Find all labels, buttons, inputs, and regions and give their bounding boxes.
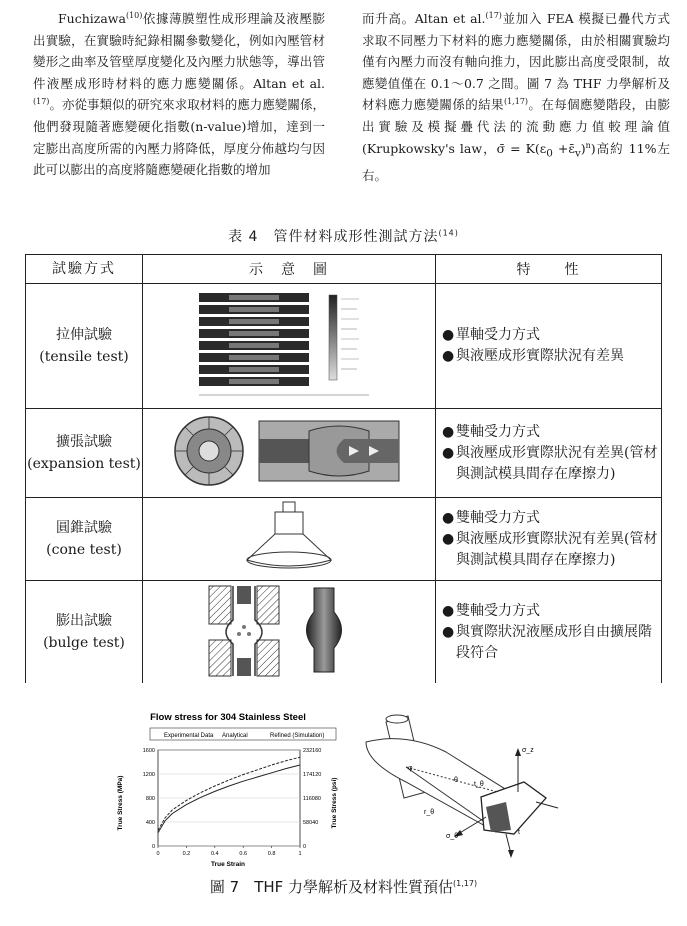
figure-caption <box>0 876 687 897</box>
figure-caption-text: 圖 7 THF 力學解析及材料性質預估 <box>209 878 454 896</box>
label-phi: φ <box>408 765 413 772</box>
bullet-icon: ● <box>442 327 455 343</box>
body-text-right: 而升高。Altan et al.$^{(17)}$並加入 FEA 模擬已疊代方式求取不同壓力下材料的應力應變關係，由於相關實驗均僅有內壓力而沒有軸向推力，因此膨出高度受限制，故應變值僅在 0.1～0.7 之間。圖 7 為 THF 力學解析及材料應力應變關係的結果$^{(1,17)}$。在每個應變階段，由膨出實驗及模擬疊代法的流動應力值較理論值(Krupkowsky's law，σ̄ = $K(\varepsilon_0$ $+\varepsilon̄_v)^n$)高約 11%左右。 <box>362 10 670 183</box>
expansion-diagram-cell <box>143 409 436 498</box>
table-row <box>26 284 662 409</box>
feature-text: 與液壓成形實際狀況有差異(管材與測試模具間存在摩擦力) <box>456 530 658 568</box>
y-tick-label-right: 232160 <box>303 748 322 754</box>
label-t-theta: t_θ <box>474 781 484 788</box>
bullet-icon: ● <box>442 348 455 364</box>
bulge-test-image <box>189 582 389 678</box>
method-name-en: (bulge test) <box>43 635 125 651</box>
feature-item <box>442 622 660 664</box>
feature-text: 與實際狀況液壓成形自由擴展階段符合 <box>456 623 652 661</box>
method-cell <box>26 498 143 581</box>
method-cell <box>26 284 143 409</box>
label-theta: θ <box>454 777 458 784</box>
feature-item <box>442 508 660 529</box>
bullet-icon: ● <box>442 509 455 526</box>
table-title <box>0 226 687 246</box>
method-cell <box>26 581 143 684</box>
x-tick-label: 1 <box>298 851 302 857</box>
label-r-theta: r_θ <box>424 809 435 816</box>
feature-text: 與液壓成形實際狀況有差異(管材與測試模具間存在摩擦力) <box>456 444 658 482</box>
body-text-left: Fuchizawa$^{(10)}$依據薄膜塑性成形理論及液壓膨出實驗，在實驗時紀錄相關參數變化，例如內壓管材變形之曲率及管壁厚度變化及內壓力狀態等，導出管件液壓成形時材料的應力應變關係。Altan et al.$^{(17)}$。亦從事類似的研究來求取材料的應力應變關係，他們發現隨著應變硬化指數(n-value)增加，達到一定膨出高度所需的內壓力將降低，厚度分佈越均勻因此可以膨出的高度將隨應變硬化指數的增加 <box>33 10 325 178</box>
method-name-zh: 膨出試驗 <box>56 613 112 629</box>
header-method: 試驗方式 <box>26 255 143 284</box>
bullet-icon: ● <box>442 623 455 640</box>
legend-experimental: Experimental Data <box>164 733 214 739</box>
header-features: 特 性 <box>436 255 662 284</box>
thf-mechanics-diagram <box>346 712 576 862</box>
cone-diagram-cell <box>143 498 436 581</box>
method-name-zh: 圓錐試驗 <box>56 520 112 536</box>
y-axis-label: True Stress (MPa) <box>117 775 124 831</box>
bullet-icon: ● <box>442 530 455 547</box>
bullet-icon: ● <box>442 444 455 461</box>
features-cell <box>436 284 662 409</box>
features-cell <box>436 581 662 684</box>
method-cell <box>26 409 143 498</box>
table-header-row <box>26 255 662 284</box>
label-sigma-theta: σ_θ <box>446 833 459 840</box>
label-t: t <box>518 829 520 836</box>
method-name-zh: 拉伸試驗 <box>56 327 112 343</box>
table-title-text: 表 4 管件材料成形性測試方法 <box>228 229 439 245</box>
bullet-icon: ● <box>442 602 455 619</box>
y-tick-label-right: 58040 <box>303 820 319 826</box>
y-tick-label-right: 0 <box>303 844 307 850</box>
x-axis-label: True Strain <box>211 861 245 868</box>
x-tick-label: 0 <box>156 851 160 857</box>
method-name-en: (cone test) <box>46 542 122 558</box>
legend-analytical: Analytical <box>222 733 248 739</box>
table-row <box>26 581 662 684</box>
tensile-diagram-cell <box>143 284 436 409</box>
y-tick-label: 1600 <box>142 748 155 754</box>
features-cell <box>436 409 662 498</box>
method-name-en: (expansion test) <box>27 456 141 472</box>
table-row <box>26 409 662 498</box>
x-tick-label: 0.8 <box>267 851 276 857</box>
y-tick-label: 400 <box>145 820 155 826</box>
method-name-en: (tensile test) <box>39 349 129 365</box>
y-tick-label: 800 <box>145 796 155 802</box>
y-tick-label: 0 <box>151 844 155 850</box>
feature-text: 與液壓成形實際狀況有差異 <box>456 348 624 364</box>
legend-refined: Refined (Simulation) <box>270 733 325 739</box>
tensile-specimens-image <box>189 285 389 403</box>
x-tick-label: 0.4 <box>210 851 219 857</box>
feature-item <box>442 601 660 622</box>
figure-caption-ref: (1,17) <box>453 879 478 888</box>
feature-item <box>442 529 660 571</box>
method-name-zh: 擴張試驗 <box>56 434 112 450</box>
flow-stress-chart <box>110 708 340 868</box>
y-axis-label-right: True Stress (psi) <box>331 777 338 829</box>
feature-item <box>442 346 660 367</box>
feature-text: 雙軸受力方式 <box>456 509 540 526</box>
cone-test-image <box>239 500 339 574</box>
feature-item <box>442 422 660 443</box>
feature-item <box>442 325 660 346</box>
y-tick-label-right: 174120 <box>303 772 322 778</box>
feature-text: 雙軸受力方式 <box>456 423 540 440</box>
y-tick-label: 1200 <box>142 772 155 778</box>
test-methods-table <box>25 254 662 683</box>
bullet-icon: ● <box>442 423 455 440</box>
table-row <box>26 498 662 581</box>
label-sigma-z: σ_z <box>522 747 534 754</box>
header-diagram: 示 意 圖 <box>143 255 436 284</box>
feature-item <box>442 443 660 485</box>
features-cell <box>436 498 662 581</box>
y-tick-label-right: 116080 <box>303 796 321 802</box>
feature-text: 雙軸受力方式 <box>456 602 540 619</box>
chart-title: Flow stress for 304 Stainless Steel <box>150 712 306 723</box>
bulge-diagram-cell <box>143 581 436 684</box>
feature-text: 單軸受力方式 <box>456 327 540 343</box>
table-title-ref: (14) <box>438 228 459 238</box>
x-tick-label: 0.2 <box>182 851 191 857</box>
expansion-test-image <box>169 411 409 491</box>
x-tick-label: 0.6 <box>239 851 248 857</box>
